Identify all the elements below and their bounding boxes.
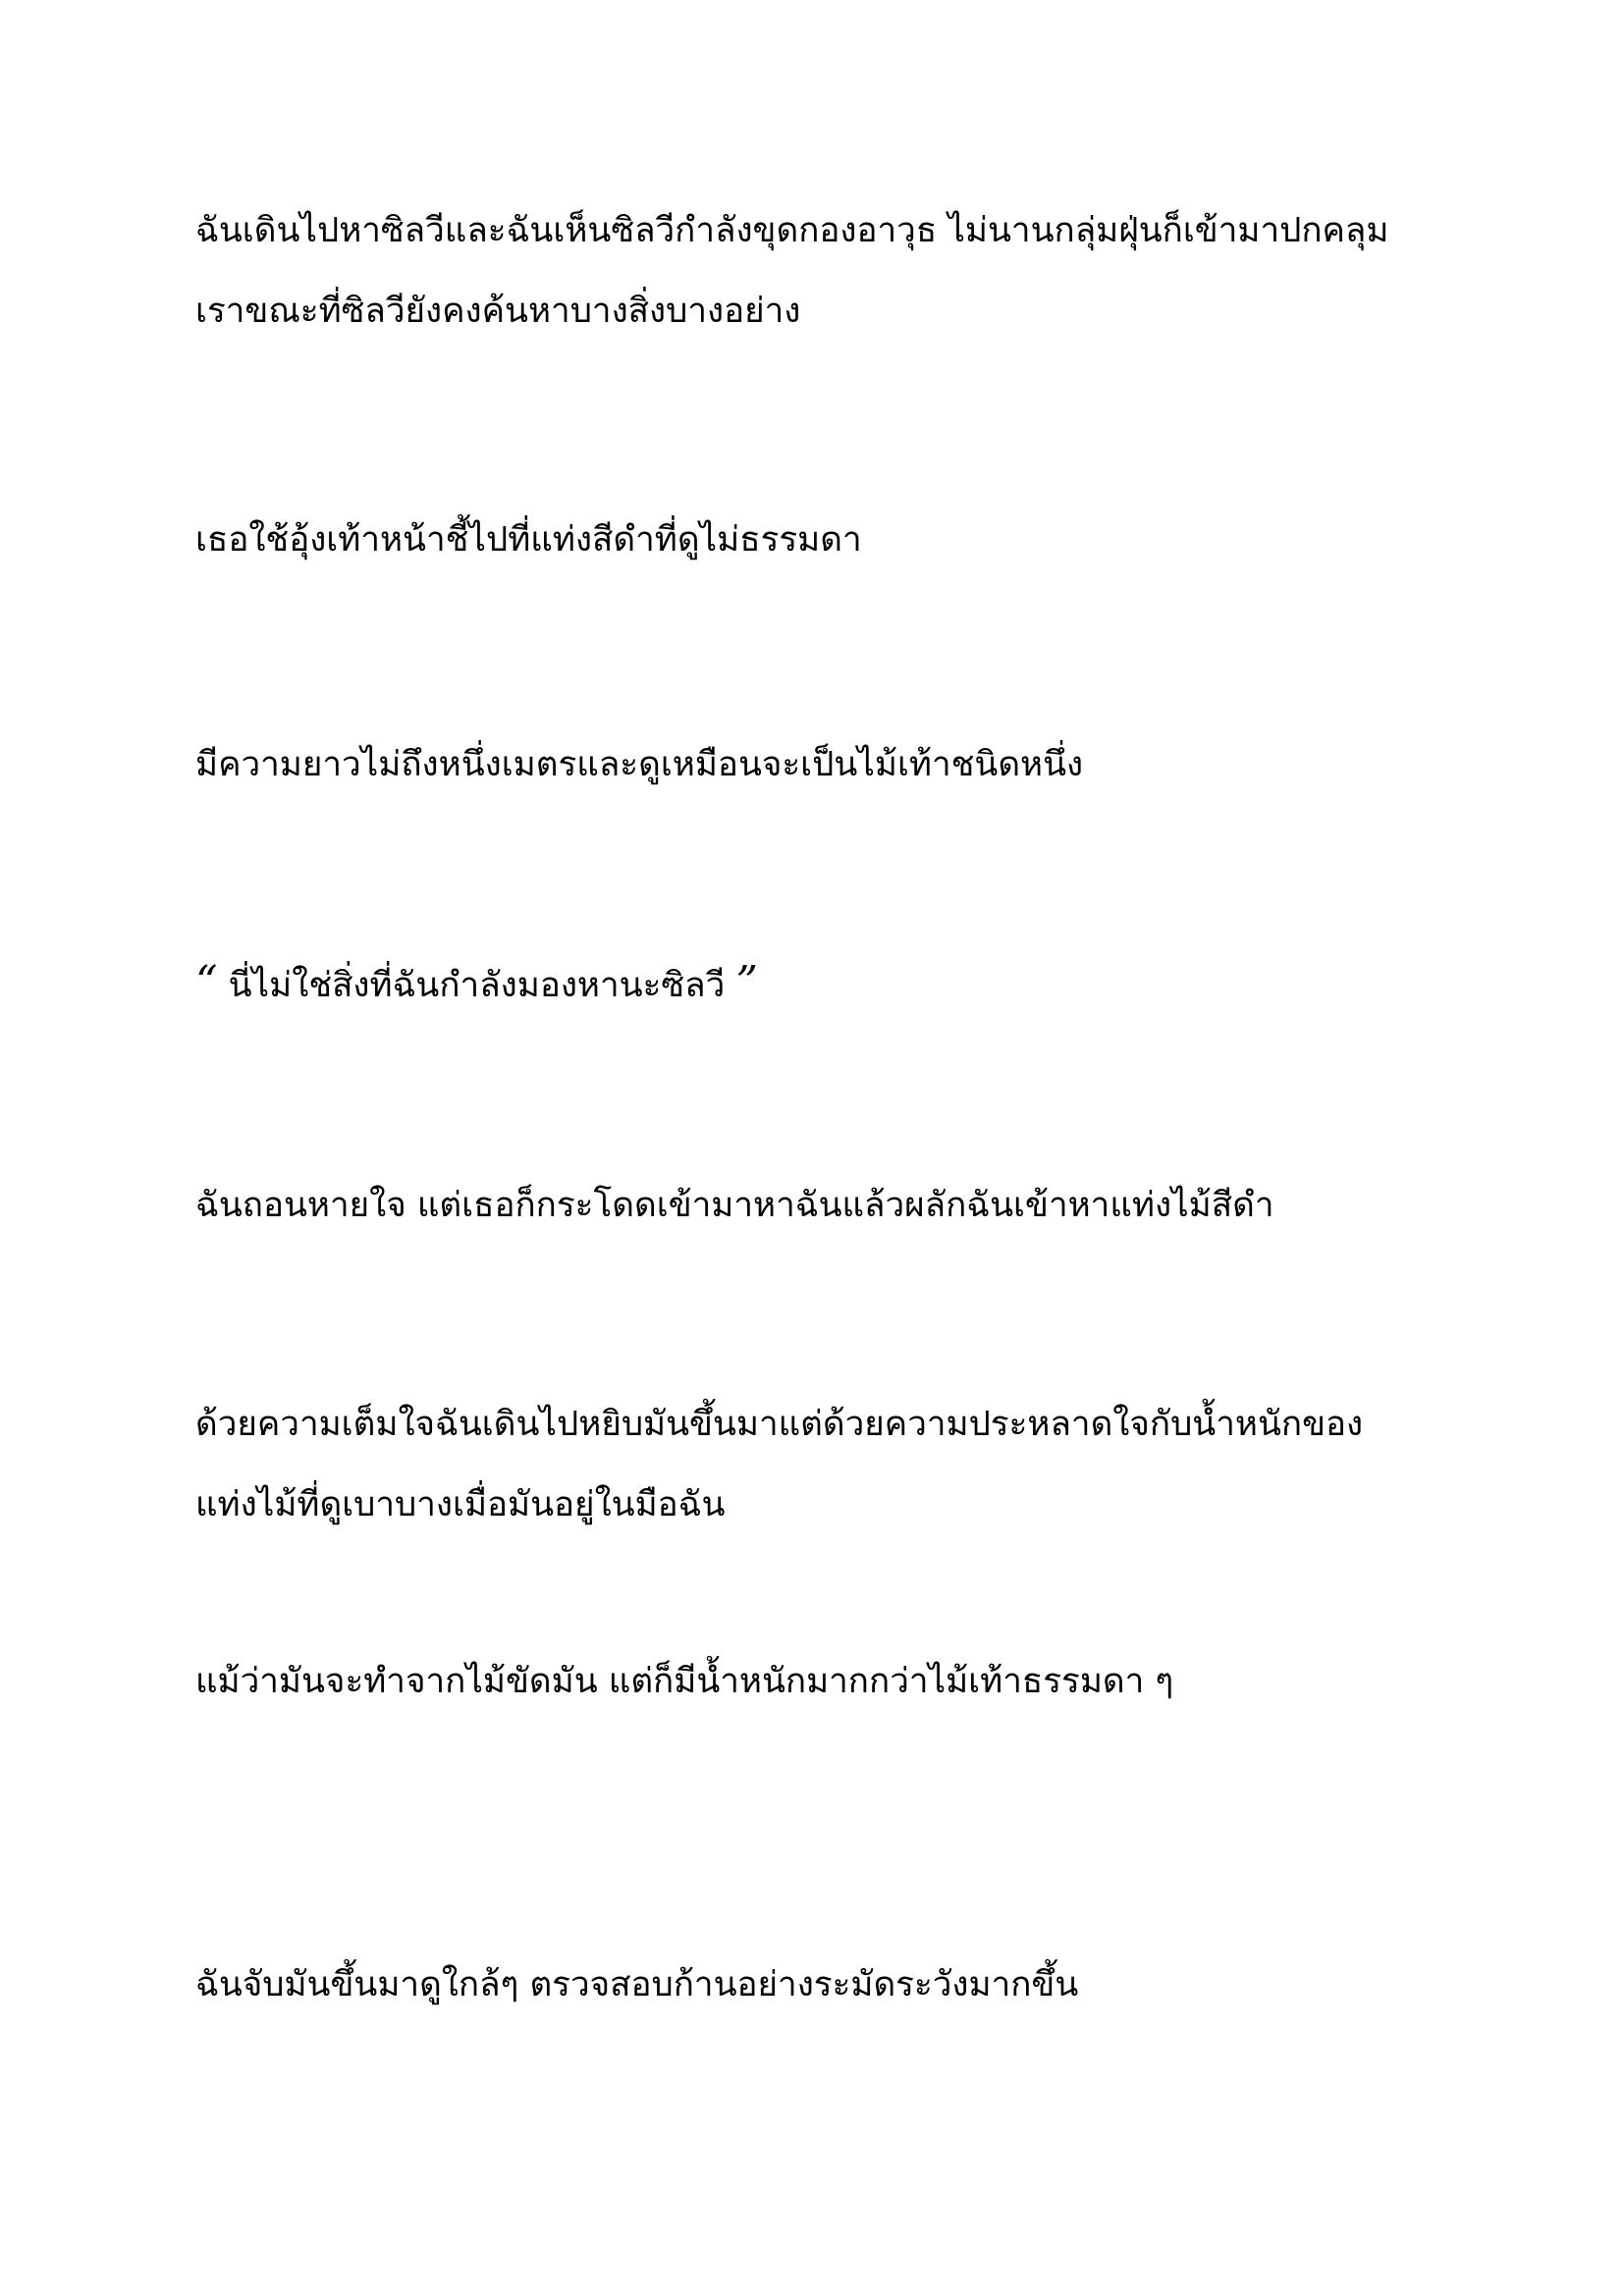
close-quote-mark: ” [735, 957, 758, 1007]
text-line: ฉันจับมันขึ้นมาดูใกล้ๆ ตรวจสอบก้านอย่างระมัดระวังมากขึ้น [195, 1965, 1079, 2004]
paragraph [195, 1384, 1472, 1545]
text-line: เธอใช้อุ้งเท้าหน้าชี้ไปที่แท่งสีดำที่ดูไม่ธรรมดา [195, 520, 862, 560]
paragraph [195, 500, 1472, 580]
text-line: แท่งไม้ที่ดูเบาบางเมื่อมันอยู่ในมือฉัน [195, 1485, 726, 1524]
paragraph [195, 190, 1472, 351]
dialogue-line [195, 942, 1472, 1026]
text-line: ด้วยความเต็มใจฉันเดินไปหยิบมันขึ้นมาแต่ด้วยความประหลาดใจกับน้ำหนักของ [195, 1405, 1364, 1444]
text-line: แม้ว่ามันจะทำจากไม้ขัดมัน แต่ก็มีน้ำหนักมากกว่าไม้เท้าธรรมดา ๆ [195, 1662, 1174, 1701]
dialogue-paragraph [195, 942, 1472, 1026]
paragraph [195, 1945, 1472, 2025]
paragraph [195, 1165, 1472, 1246]
paragraph [195, 724, 1472, 805]
open-quote-mark: “ [195, 957, 218, 1007]
text-line: มีความยาวไม่ถึงหนึ่งเมตรและดูเหมือนจะเป็นไม้เท้าชนิดหนึ่ง [195, 745, 1084, 784]
text-line: ฉันถอนหายใจ แต่เธอก็กระโดดเข้ามาหาฉันแล้วผลักฉันเข้าหาแท่งไม้สีดำ [195, 1186, 1274, 1225]
dialogue-text: นี่ไม่ใช่สิ่งที่ฉันกำลังมองหานะซิลวี [217, 966, 736, 1005]
text-line: ฉันเดินไปหาซิลวีและฉันเห็นซิลวีกำลังขุดกองอาวุธ ไม่นานกลุ่มฝุ่นก็เข้ามาปกคลุม [195, 211, 1389, 250]
paragraph [195, 1641, 1472, 1722]
text-line: เราขณะที่ซิลวียังคงค้นหาบางสิ่งบางอย่าง [195, 292, 801, 331]
